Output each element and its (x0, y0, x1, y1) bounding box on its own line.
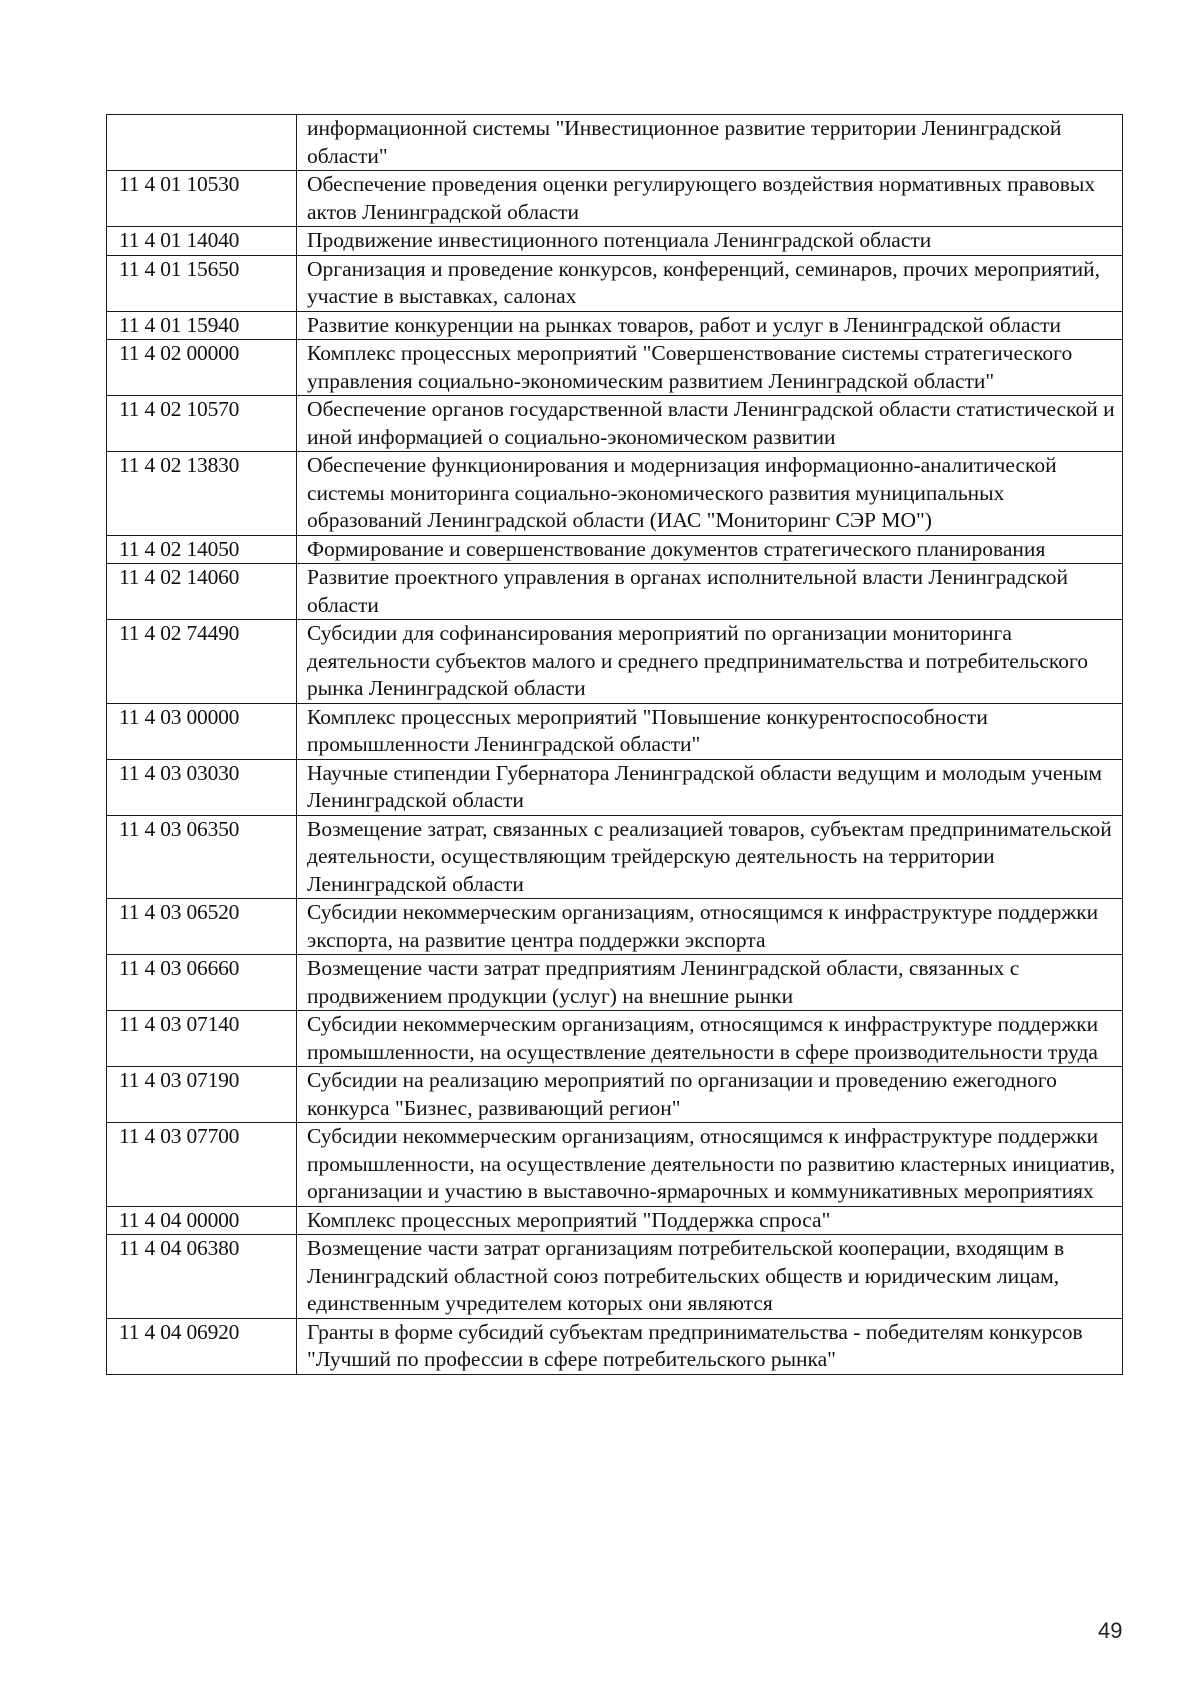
table-row (107, 955, 1123, 1011)
row-code (107, 115, 297, 171)
row-name: Возмещение части затрат предприятиям Ленинградской области, связанных с продвижением продукции (услуг) на внешние рынки (297, 955, 1123, 1011)
row-name: Гранты в форме субсидий субъектам предпринимательства - победителям конкурсов "Лучший по профессии в сфере потребительского рынка" (297, 1318, 1123, 1374)
table-row (107, 1067, 1123, 1123)
row-name: Продвижение инвестиционного потенциала Ленинградской области (297, 227, 1123, 256)
row-name: Формирование и совершенствование документов стратегического планирования (297, 535, 1123, 564)
row-code: 11 4 04 06920 (107, 1318, 297, 1374)
row-name: Комплекс процессных мероприятий "Совершенствование системы стратегического управления социально-экономическим развитием Ленинградской области" (297, 340, 1123, 396)
row-name: Возмещение затрат, связанных с реализацией товаров, субъектам предпринимательской деятельности, осуществляющим трейдерскую деятельность на территории Ленинградской области (297, 815, 1123, 899)
table-row (107, 899, 1123, 955)
table-row (107, 452, 1123, 536)
table-body (107, 115, 1123, 1375)
table-row (107, 311, 1123, 340)
row-name: Субсидии для софинансирования мероприятий по организации мониторинга деятельности субъектов малого и среднего предпринимательства и потребительского рынка Ленинградской области (297, 620, 1123, 704)
row-code: 11 4 03 07700 (107, 1123, 297, 1207)
row-name: Комплекс процессных мероприятий "Поддержка спроса" (297, 1206, 1123, 1235)
row-code: 11 4 02 14060 (107, 564, 297, 620)
page-number: 49 (1098, 1618, 1123, 1643)
table-row (107, 255, 1123, 311)
table-row (107, 1206, 1123, 1235)
row-code: 11 4 03 06660 (107, 955, 297, 1011)
budget-classification-table (106, 114, 1123, 1375)
row-code: 11 4 02 13830 (107, 452, 297, 536)
row-name: Субсидии некоммерческим организациям, относящимся к инфраструктуре поддержки промышленности, на осуществление деятельности в сфере производительности труда (297, 1011, 1123, 1067)
row-name: Обеспечение органов государственной власти Ленинградской области статистической и иной информацией о социально-экономическом развитии (297, 396, 1123, 452)
row-code: 11 4 01 10530 (107, 171, 297, 227)
row-code: 11 4 03 03030 (107, 759, 297, 815)
row-name: Обеспечение функционирования и модернизация информационно-аналитической системы мониторинга социально-экономического развития муниципальных образований Ленинградской области (ИАС "Мониторинг СЭР МО") (297, 452, 1123, 536)
row-name: Комплекс процессных мероприятий "Повышение конкурентоспособности промышленности Ленинградской области" (297, 703, 1123, 759)
table-row (107, 1123, 1123, 1207)
row-code: 11 4 04 00000 (107, 1206, 297, 1235)
row-code: 11 4 01 15650 (107, 255, 297, 311)
row-code: 11 4 03 06520 (107, 899, 297, 955)
row-name: Возмещение части затрат организациям потребительской кооперации, входящим в Ленинградский областной союз потребительских обществ и юридическим лицам, единственным учредителем которых они являются (297, 1235, 1123, 1319)
row-name: Субсидии на реализацию мероприятий по организации и проведению ежегодного конкурса "Бизнес, развивающий регион" (297, 1067, 1123, 1123)
row-name: Научные стипендии Губернатора Ленинградской области ведущим и молодым ученым Ленинградской области (297, 759, 1123, 815)
row-name: Обеспечение проведения оценки регулирующего воздействия нормативных правовых актов Ленинградской области (297, 171, 1123, 227)
row-name: Субсидии некоммерческим организациям, относящимся к инфраструктуре поддержки экспорта, на развитие центра поддержки экспорта (297, 899, 1123, 955)
table-row (107, 1318, 1123, 1374)
row-code: 11 4 01 15940 (107, 311, 297, 340)
row-code: 11 4 03 07190 (107, 1067, 297, 1123)
row-name: Субсидии некоммерческим организациям, относящимся к инфраструктуре поддержки промышленности, на осуществление деятельности по развитию кластерных инициатив, организации и участию в выставочно-ярмарочных и коммуникативных мероприятиях (297, 1123, 1123, 1207)
row-code: 11 4 03 06350 (107, 815, 297, 899)
row-code: 11 4 02 10570 (107, 396, 297, 452)
row-code: 11 4 02 74490 (107, 620, 297, 704)
row-code: 11 4 02 14050 (107, 535, 297, 564)
table-row (107, 564, 1123, 620)
row-code: 11 4 01 14040 (107, 227, 297, 256)
row-code: 11 4 03 07140 (107, 1011, 297, 1067)
row-code: 11 4 04 06380 (107, 1235, 297, 1319)
table-row (107, 703, 1123, 759)
table-row (107, 227, 1123, 256)
row-name: информационной системы "Инвестиционное развитие территории Ленинградской области" (297, 115, 1123, 171)
row-name: Развитие проектного управления в органах исполнительной власти Ленинградской области (297, 564, 1123, 620)
table-row (107, 171, 1123, 227)
table-row (107, 115, 1123, 171)
table-row (107, 620, 1123, 704)
table-row (107, 815, 1123, 899)
table-row (107, 759, 1123, 815)
row-code: 11 4 03 00000 (107, 703, 297, 759)
table-row (107, 1235, 1123, 1319)
row-name: Организация и проведение конкурсов, конференций, семинаров, прочих мероприятий, участие в выставках, салонах (297, 255, 1123, 311)
table-row (107, 340, 1123, 396)
row-code: 11 4 02 00000 (107, 340, 297, 396)
row-name: Развитие конкуренции на рынках товаров, работ и услуг в Ленинградской области (297, 311, 1123, 340)
table-row (107, 535, 1123, 564)
table-row (107, 396, 1123, 452)
table-row (107, 1011, 1123, 1067)
